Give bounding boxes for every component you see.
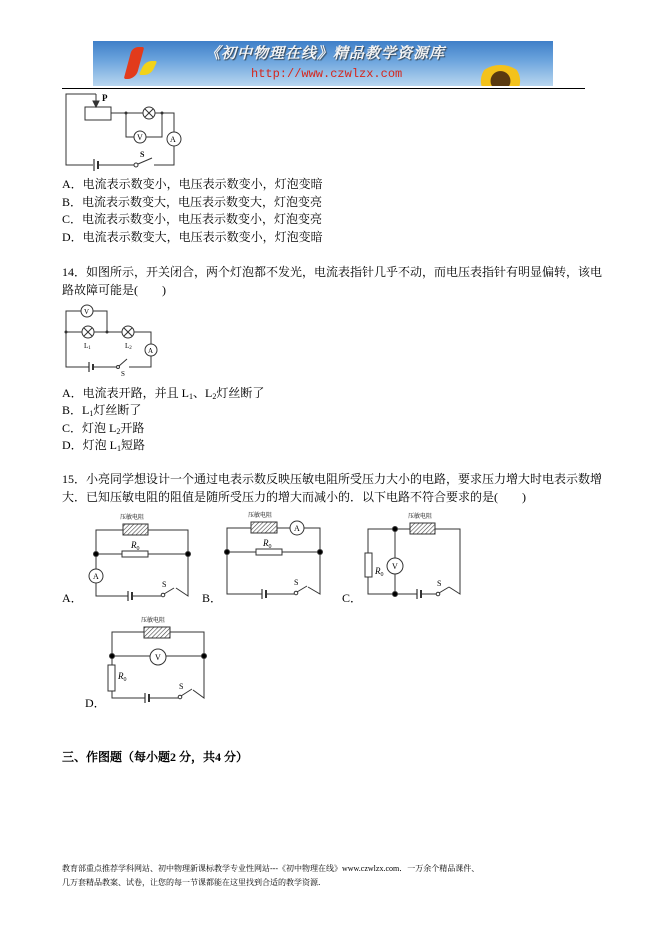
label-l1: L1 (84, 342, 91, 351)
circuit-option-d (108, 627, 207, 703)
q15-question-line2: 大．已知压敏电阻的阻值是随所受压力的增大而减小的．以下电路不符合要求的是( ) (62, 490, 526, 504)
q14-question-line1: 14．如图所示，开关闭合，两个灯泡都不发光，电流表指针几乎不动，而电压表指针有明显偏转，该电 (62, 265, 603, 279)
label-s-c: S (437, 579, 442, 588)
circuit-option-c (365, 523, 460, 599)
label-r0-d: $R_0$ (118, 671, 127, 683)
logo-mark-secondary (139, 61, 158, 75)
label-s-a: S (162, 580, 167, 589)
header-banner (93, 41, 553, 86)
label-p: P (102, 93, 108, 103)
q14-option-b: B．$L_1$灯丝断了 (62, 403, 142, 418)
section-3-heading: 三、作图题（每小题2 分，共4 分） (62, 750, 249, 764)
label-a: A (170, 135, 176, 144)
resistor-r0 (108, 665, 115, 691)
label-a: A (148, 347, 154, 355)
sunflower-image (478, 65, 523, 86)
slider-arrow-icon (93, 101, 99, 107)
label-v: V (84, 308, 90, 316)
label-sensor-d: 压敏电阻 (141, 618, 166, 624)
label-s-b: S (294, 578, 299, 587)
pressure-sensor-resistor (251, 522, 277, 533)
q13-option-b: B．电流表示数变大，电压表示数变大，灯泡变亮 (62, 195, 323, 209)
q13-option-d: D．电流表示数变大，电压表示数变小，灯泡变暗 (62, 230, 323, 244)
footer-line2: 几万套精品教案、试卷，让您的每一节课都能在这里找到合适的教学资源． (62, 878, 326, 887)
q15-option-b-label: B． (202, 591, 223, 605)
resistor-r0 (122, 551, 148, 557)
banner-title: 《初中物理在线》精品教学资源库 (205, 46, 446, 62)
label-v-c: V (392, 562, 398, 571)
label-sensor-a: 压敏电阻 (120, 515, 145, 521)
q15-option-a-label: A． (62, 591, 83, 605)
q13-circuit-diagram (60, 90, 190, 172)
pressure-sensor-resistor (410, 523, 435, 534)
header-divider (62, 88, 585, 89)
switch-icon (134, 163, 138, 167)
pressure-sensor-resistor (123, 524, 148, 535)
footer-line1: 教育部重点推荐学科网站、初中物理新课标教学专业性网站---《初中物理在线》www.czwlzx.com．一万余个精品课件、 (62, 864, 480, 873)
q14-option-d: D．灯泡 $L_1$短路 (62, 438, 146, 453)
circuit-option-a (89, 524, 191, 601)
label-v-d: V (155, 653, 161, 662)
banner-url: http://www.czwlzx.com (251, 67, 403, 81)
label-sensor-b: 压敏电阻 (248, 513, 273, 519)
label-r0-c: $R_0$ (375, 566, 384, 578)
q15-option-c-label: C． (342, 591, 363, 605)
label-r0-a: $R_0$ (131, 540, 140, 552)
label-l2: L2 (125, 342, 132, 351)
label-v: V (137, 133, 143, 142)
label-a-b: A (294, 524, 300, 533)
q13-option-c: C．电流表示数变小，电压表示数变小，灯泡变亮 (62, 212, 323, 226)
pressure-sensor-resistor (144, 627, 170, 638)
q14-option-a: A．电流表开路，并且 $L_1$、$L_2$灯丝断了 (62, 386, 265, 401)
q14-option-c: C．灯泡 $L_2$开路 (62, 421, 145, 436)
q14-circuit-diagram (60, 300, 160, 380)
q14-question-line2: 路故障可能是( ) (62, 283, 166, 297)
label-a-a: A (93, 572, 99, 581)
label-s: S (121, 370, 125, 378)
label-sensor-c: 压敏电阻 (408, 514, 433, 520)
circuit-option-b (225, 521, 323, 599)
rheostat (85, 107, 111, 120)
q15-question-line1: 15．小亮同学想设计一个通过电表示数反映压敏电阻所受压力大小的电路，要求压力增大时电表示数增 (62, 472, 603, 486)
label-r0-b: $R_0$ (263, 538, 272, 550)
q15-circuit-diagrams (0, 500, 661, 710)
q15-option-d-label: D． (85, 696, 106, 710)
resistor-r0 (365, 553, 372, 577)
q13-option-a: A．电流表示数变小，电压表示数变小，灯泡变暗 (62, 177, 323, 191)
label-s-d: S (179, 682, 184, 691)
label-s: S (140, 150, 145, 159)
